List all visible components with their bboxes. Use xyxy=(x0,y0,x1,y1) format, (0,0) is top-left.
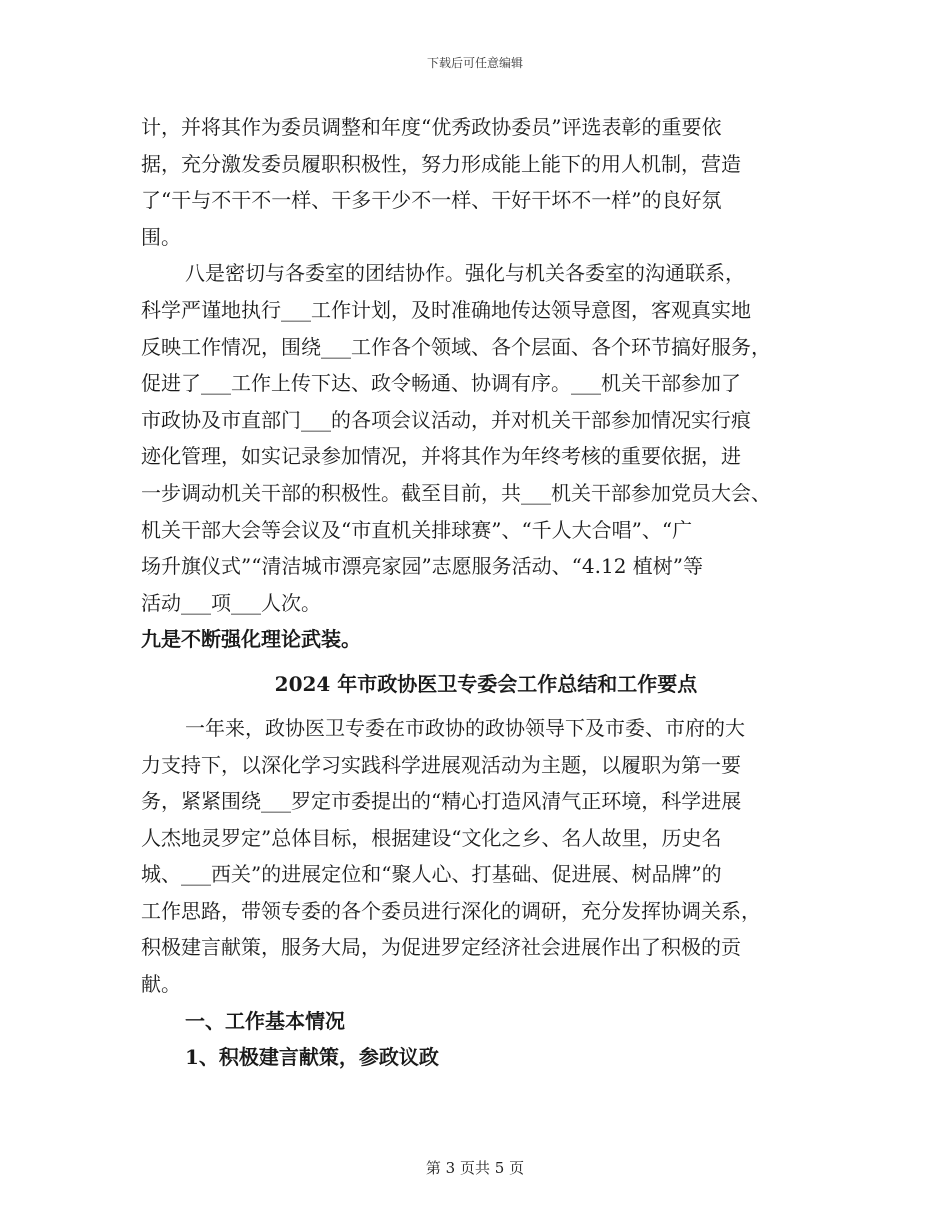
text-line: 场升旗仪式”“清洁城市漂亮家园”志愿服务活动、“4.12 植树”等 xyxy=(141,554,704,579)
section-title: 2024 年市政协医卫专委会工作总结和工作要点 xyxy=(274,671,698,696)
page-header: 下载后可任意编辑 xyxy=(426,56,523,70)
text-line: 据，充分激发委员履职积极性，努力形成能上能下的用人机制，营造 xyxy=(141,151,741,176)
text-line: 科学严谨地执行___工作计划，及时准确地传达领导意图，客观真实地 xyxy=(141,297,751,322)
text-line: 促进了___工作上传下达、政令畅通、协调有序。___机关干部参加了 xyxy=(141,371,741,396)
document-body xyxy=(141,109,831,1076)
text-line: 活动___项___人次。 xyxy=(141,590,321,615)
text-line: 围。 xyxy=(141,224,181,249)
text-line: 积极建言献策，服务大局，为促进罗定经济社会进展作出了积极的贡 xyxy=(141,935,741,960)
text-line: 迹化管理，如实记录参加情况，并将其作为年终考核的重要依据，进 xyxy=(141,444,741,469)
text-line: 城、___西关”的进展定位和“聚人心、打基础、促进展、树品牌”的 xyxy=(141,862,722,887)
text-line: 市政协及市直部门___的各项会议活动，并对机关干部参加情况实行痕 xyxy=(141,407,751,432)
text-line: 一步调动机关干部的积极性。截至目前，共___机关干部参加党员大会、 xyxy=(141,480,771,505)
text-line: 计，并将其作为委员调整和年度“优秀政协委员”评选表彰的重要依 xyxy=(141,115,722,139)
text-line: 1、积极建言献策，参政议政 xyxy=(185,1045,439,1070)
text-line: 工作思路，带领专委的各个委员进行深化的调研，充分发挥协调关系， xyxy=(141,898,761,923)
text-line: 一、工作基本情况 xyxy=(185,1008,345,1033)
text-line: 了“干与不干不一样、干多干少不一样、干好干坏不一样”的良好氛 xyxy=(141,188,722,213)
text-line: 务，紧紧围绕___罗定市委提出的“精心打造风清气正环境，科学进展 xyxy=(141,789,742,814)
text-line: 力支持下，以深化学习实践科学进展观活动为主题，以履职为第一要 xyxy=(141,752,741,777)
text-line: 一年来，政协医卫专委在市政协的政协领导下及市委、市府的大 xyxy=(185,715,745,740)
page-footer: 第 3 页共 5 页 xyxy=(425,1159,525,1177)
text-line: 人杰地灵罗定”总体目标，根据建设“文化之乡、名人故里，历史名 xyxy=(141,825,722,850)
text-line: 反映工作情况，围绕___工作各个领域、各个层面、各个环节搞好服务， xyxy=(141,334,771,359)
text-line: 九是不断强化理论武装。 xyxy=(141,627,361,652)
paragraph-group-a xyxy=(141,109,831,658)
text-line: 八是密切与各委室的团结协作。强化与机关各委室的沟通联系， xyxy=(185,261,745,286)
text-line: 机关干部大会等会议及“市直机关排球赛”、“千人大合唱”、“广 xyxy=(141,517,693,542)
text-line: 献。 xyxy=(141,972,181,997)
paragraph-group-b xyxy=(141,710,831,1076)
